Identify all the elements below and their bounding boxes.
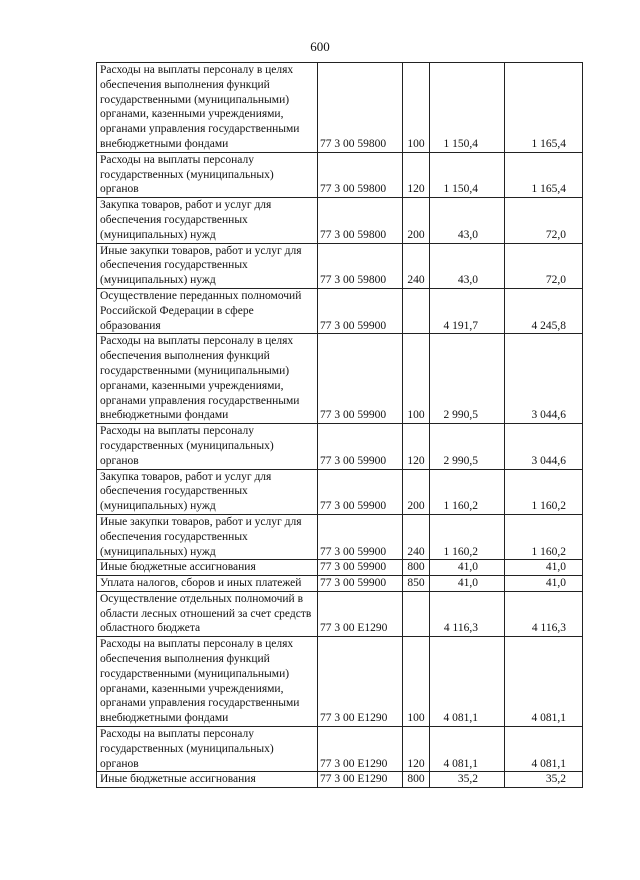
target-code-cell: 77 3 00 59900: [318, 424, 403, 469]
target-code-cell: 77 3 00 59900: [318, 514, 403, 559]
expense-name-cell: Закупка товаров, работ и услуг для обеспечения государственных (муниципальных) нужд: [97, 198, 318, 243]
table-row: [97, 637, 583, 727]
target-code-cell: 77 3 00 59900: [318, 560, 403, 576]
expense-name-cell: Расходы на выплаты персоналу в целях обеспечения выполнения функций государственными (муниципальными) органами, казенными учреждениями, органами управления государственными внебюджетными фондами: [97, 334, 318, 424]
table-row: [97, 514, 583, 559]
amount-year2-cell: 1 165,4: [505, 63, 583, 153]
expense-type-cell: [403, 591, 430, 636]
expense-type-cell: 200: [403, 469, 430, 514]
table-row: [97, 576, 583, 592]
amount-year2-cell: 35,2: [505, 772, 583, 788]
expense-type-cell: 800: [403, 772, 430, 788]
expense-type-cell: 200: [403, 198, 430, 243]
target-code-cell: 77 3 00 59800: [318, 243, 403, 288]
target-code-cell: 77 3 00 Е1290: [318, 637, 403, 727]
amount-year2-cell: 1 160,2: [505, 514, 583, 559]
expense-name-cell: Расходы на выплаты персоналу государственных (муниципальных) органов: [97, 152, 318, 197]
amount-year2-cell: 72,0: [505, 243, 583, 288]
amount-year1-cell: 2 990,5: [430, 424, 505, 469]
page-number: 600: [310, 39, 330, 54]
amount-year1-cell: 43,0: [430, 198, 505, 243]
target-code-cell: 77 3 00 59900: [318, 288, 403, 333]
amount-year1-cell: 4 116,3: [430, 591, 505, 636]
table-row: [97, 772, 583, 788]
amount-year2-cell: 1 165,4: [505, 152, 583, 197]
expense-name-cell: Осуществление переданных полномочий Российской Федерации в сфере образования: [97, 288, 318, 333]
expense-name-cell: Уплата налогов, сборов и иных платежей: [97, 576, 318, 592]
expense-type-cell: 240: [403, 514, 430, 559]
target-code-cell: 77 3 00 59900: [318, 334, 403, 424]
expense-type-cell: 240: [403, 243, 430, 288]
amount-year1-cell: 4 081,1: [430, 637, 505, 727]
target-code-cell: 77 3 00 59900: [318, 469, 403, 514]
expense-type-cell: 100: [403, 63, 430, 153]
expense-type-cell: 120: [403, 152, 430, 197]
amount-year1-cell: 1 150,4: [430, 152, 505, 197]
table-row: [97, 424, 583, 469]
amount-year2-cell: 3 044,6: [505, 424, 583, 469]
table-row: [97, 198, 583, 243]
target-code-cell: 77 3 00 59800: [318, 63, 403, 153]
expense-name-cell: Осуществление отдельных полномочий в области лесных отношений за счет средств областного бюджета: [97, 591, 318, 636]
amount-year2-cell: 72,0: [505, 198, 583, 243]
expense-name-cell: Закупка товаров, работ и услуг для обеспечения государственных (муниципальных) нужд: [97, 469, 318, 514]
expense-type-cell: [403, 288, 430, 333]
table-row: [97, 288, 583, 333]
target-code-cell: 77 3 00 Е1290: [318, 591, 403, 636]
expense-name-cell: Иные бюджетные ассигнования: [97, 772, 318, 788]
amount-year2-cell: 3 044,6: [505, 334, 583, 424]
table-row: [97, 591, 583, 636]
amount-year2-cell: 4 081,1: [505, 637, 583, 727]
table-row: [97, 469, 583, 514]
target-code-cell: 77 3 00 59800: [318, 152, 403, 197]
expense-type-cell: 850: [403, 576, 430, 592]
expense-name-cell: Расходы на выплаты персоналу в целях обеспечения выполнения функций государственными (муниципальными) органами, казенными учреждениями, органами управления государственными внебюджетными фондами: [97, 637, 318, 727]
table-row: [97, 152, 583, 197]
amount-year1-cell: 41,0: [430, 560, 505, 576]
expense-type-cell: 100: [403, 637, 430, 727]
expense-type-cell: 800: [403, 560, 430, 576]
budget-table-body: [97, 63, 583, 788]
amount-year1-cell: 41,0: [430, 576, 505, 592]
amount-year1-cell: 35,2: [430, 772, 505, 788]
table-row: [97, 243, 583, 288]
amount-year1-cell: 4 081,1: [430, 727, 505, 772]
target-code-cell: 77 3 00 Е1290: [318, 727, 403, 772]
amount-year1-cell: 1 160,2: [430, 514, 505, 559]
expense-name-cell: Иные бюджетные ассигнования: [97, 560, 318, 576]
budget-table: [96, 62, 583, 788]
amount-year2-cell: 1 160,2: [505, 469, 583, 514]
amount-year1-cell: 4 191,7: [430, 288, 505, 333]
table-row: [97, 334, 583, 424]
amount-year2-cell: 4 081,1: [505, 727, 583, 772]
target-code-cell: 77 3 00 59800: [318, 198, 403, 243]
table-row: [97, 63, 583, 153]
table-row: [97, 727, 583, 772]
expense-name-cell: Расходы на выплаты персоналу в целях обеспечения выполнения функций государственными (муниципальными) органами, казенными учреждениями, органами управления государственными внебюджетными фондами: [97, 63, 318, 153]
expense-name-cell: Иные закупки товаров, работ и услуг для обеспечения государственных (муниципальных) нужд: [97, 243, 318, 288]
amount-year2-cell: 4 116,3: [505, 591, 583, 636]
expense-type-cell: 120: [403, 424, 430, 469]
target-code-cell: 77 3 00 Е1290: [318, 772, 403, 788]
amount-year1-cell: 1 160,2: [430, 469, 505, 514]
amount-year2-cell: 41,0: [505, 576, 583, 592]
amount-year2-cell: 4 245,8: [505, 288, 583, 333]
expense-type-cell: 100: [403, 334, 430, 424]
amount-year1-cell: 1 150,4: [430, 63, 505, 153]
table-row: [97, 560, 583, 576]
amount-year1-cell: 43,0: [430, 243, 505, 288]
expense-name-cell: Иные закупки товаров, работ и услуг для обеспечения государственных (муниципальных) нужд: [97, 514, 318, 559]
amount-year2-cell: 41,0: [505, 560, 583, 576]
expense-name-cell: Расходы на выплаты персоналу государственных (муниципальных) органов: [97, 424, 318, 469]
target-code-cell: 77 3 00 59900: [318, 576, 403, 592]
expense-name-cell: Расходы на выплаты персоналу государственных (муниципальных) органов: [97, 727, 318, 772]
amount-year1-cell: 2 990,5: [430, 334, 505, 424]
expense-type-cell: 120: [403, 727, 430, 772]
